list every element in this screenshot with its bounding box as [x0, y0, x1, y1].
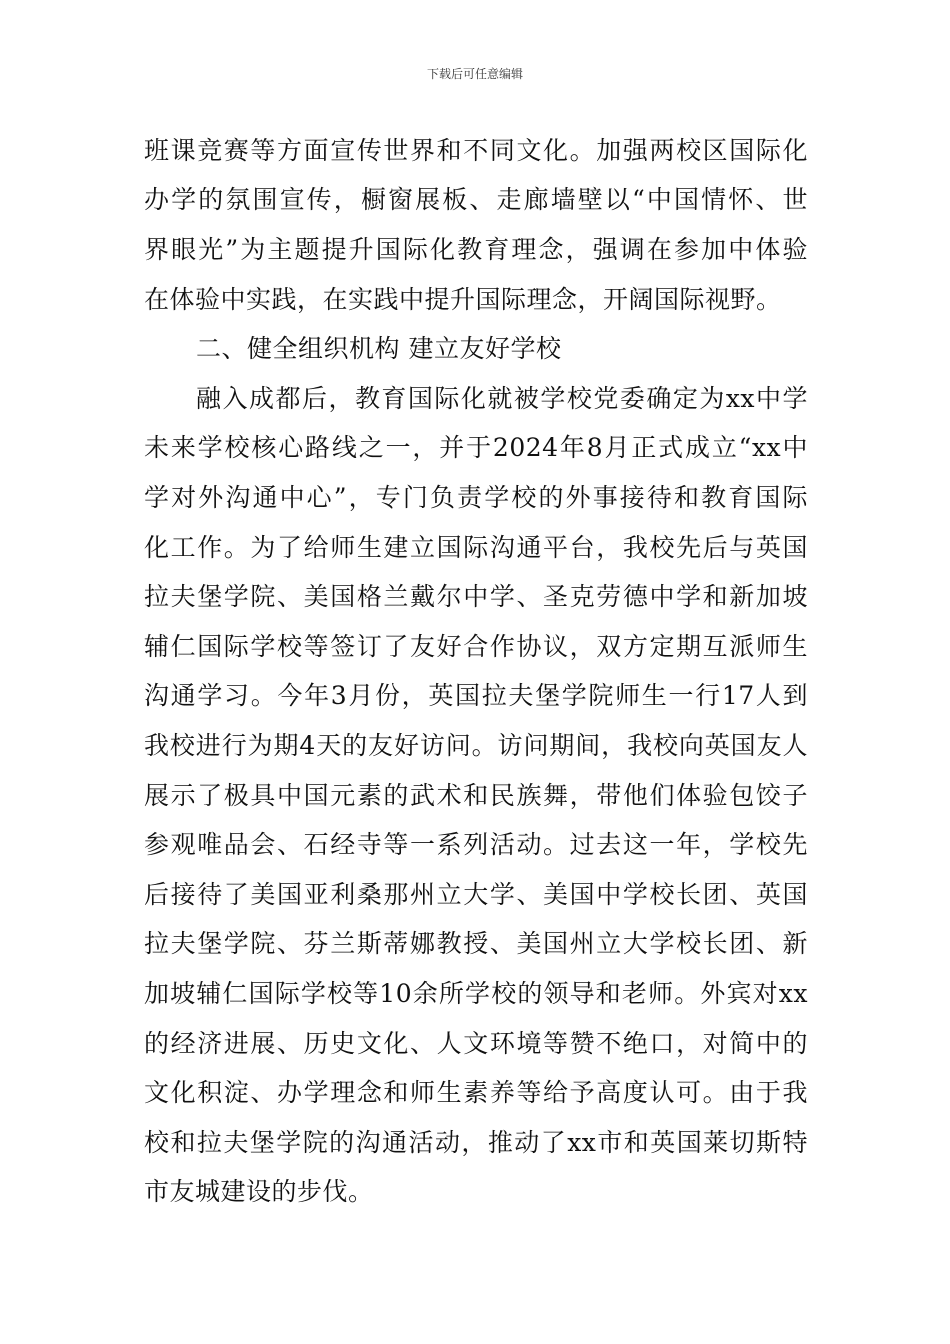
body-line: 展示了极具中国元素的武术和民族舞，带他们体验包饺子 [144, 781, 808, 810]
body-line: 班课竞赛等方面宣传世界和不同文化。加强两校区国际化 [144, 136, 808, 165]
body-line: 界眼光”为主题提升国际化教育理念，强调在参加中体验 [144, 235, 808, 264]
body-line: 后接待了美国亚利桑那州立大学、美国中学校长团、英国 [144, 880, 808, 909]
body-line: 拉夫堡学院、芬兰斯蒂娜教授、美国州立大学校长团、新 [144, 929, 808, 958]
body-line: 未来学校核心路线之一，并于2024年8月正式成立“xx中 [144, 433, 808, 462]
body-line: 融入成都后，教育国际化就被学校党委确定为xx中学 [196, 384, 808, 413]
body-line: 化工作。为了给师生建立国际沟通平台，我校先后与英国 [144, 533, 808, 562]
body-line: 辅仁国际学校等签订了友好合作协议，双方定期互派师生 [144, 632, 808, 661]
body-line: 文化积淀、办学理念和师生素养等给予高度认可。由于我 [144, 1078, 808, 1107]
body-line: 加坡辅仁国际学校等10余所学校的领导和老师。外宾对xx [144, 979, 808, 1008]
body-line: 办学的氛围宣传，橱窗展板、走廊墙壁以“中国情怀、世 [144, 185, 808, 214]
body-line: 参观唯品会、石经寺等一系列活动。过去这一年，学校先 [144, 830, 808, 859]
body-line: 在体验中实践，在实践中提升国际理念，开阔国际视野。 [144, 285, 782, 314]
page-header: 下载后可任意编辑 [426, 67, 523, 81]
body-line: 学对外沟通中心”，专门负责学校的外事接待和教育国际 [144, 483, 808, 512]
body-line: 校和拉夫堡学院的沟通活动，推动了xx市和英国莱切斯特 [144, 1128, 808, 1157]
body-line: 我校进行为期4天的友好访问。访问期间，我校向英国友人 [144, 731, 808, 760]
body-line: 的经济进展、历史文化、人文环境等赞不绝口，对简中的 [144, 1029, 808, 1058]
body-line: 市友城建设的步伐。 [144, 1177, 374, 1206]
section-heading: 二、健全组织机构 建立友好学校 [196, 334, 562, 363]
body-line: 拉夫堡学院、美国格兰戴尔中学、圣克劳德中学和新加坡 [144, 582, 808, 611]
body-line: 沟通学习。今年3月份，英国拉夫堡学院师生一行17人到 [144, 681, 808, 710]
